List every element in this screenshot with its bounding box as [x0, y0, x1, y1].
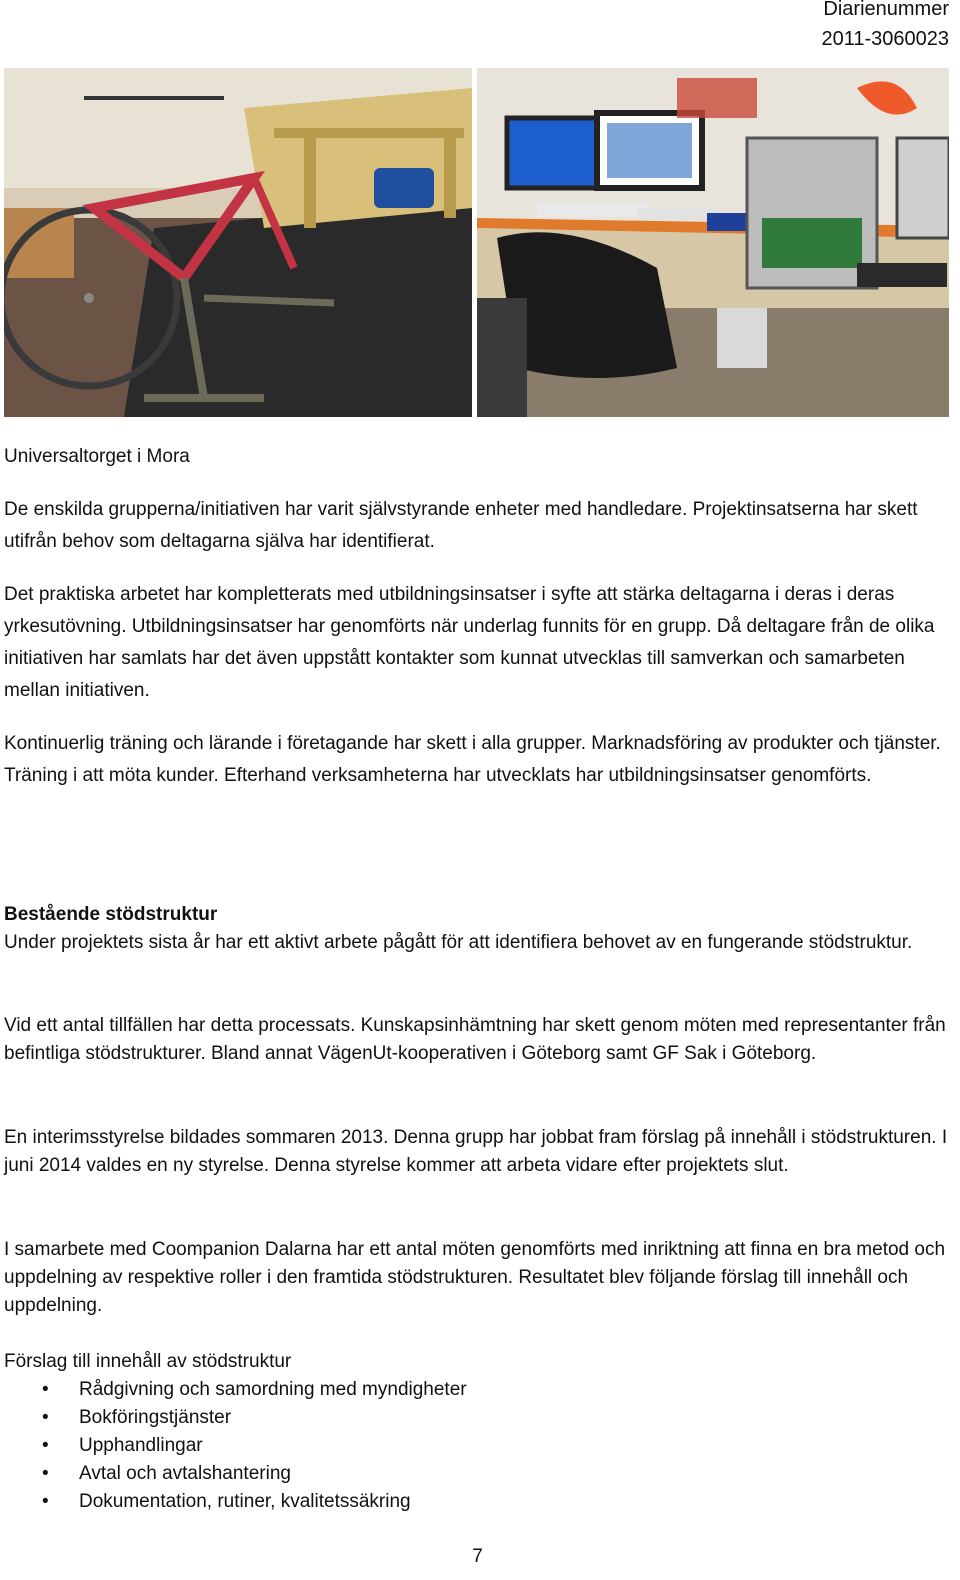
paragraph-education: Det praktiska arbetet har kompletterats med utbildningsinsatser i syfte att stärka deltagarna i deras i deras yrkesutövning. Utbildningsinsatser har genomförts när underlag funnits för en grupp. Då deltagare från de olika initiativen har samlats har det även uppstått kontakter som kunnat utvecklas till samverkan och samarbeten mellan initiativen.: [4, 584, 935, 701]
bullet-icon: •: [42, 1407, 49, 1428]
paragraph-knowledge-gathering: Vid ett antal tillfällen har detta processats. Kunskapsinhämtning har skett genom möten med representanter från befintliga stödstrukturer. Bland annat VägenUt-kooperativen i Göteborg samt GF Sak i Göteborg.: [4, 1015, 946, 1064]
bullet-icon: •: [42, 1463, 49, 1484]
bicycle-workshop-photo: [4, 68, 472, 417]
diarienummer-label: Diarienummer: [823, 0, 949, 20]
photo-row: [4, 68, 949, 417]
list-item: • Bokföringstjänster: [4, 1404, 904, 1432]
proposal-list: [4, 1376, 904, 1516]
list-item: • Avtal och avtalshantering: [4, 1460, 904, 1488]
paragraph-entrepreneurship: Kontinuerlig träning och lärande i företagande har skett i alla grupper. Marknadsföring av produkter och tjänster. Träning i att möta kunder. Efterhand verksamheterna har utvecklats har utbildningsinsatser genomförts.: [4, 733, 941, 786]
paragraph-self-governing: De enskilda grupperna/initiativen har varit självstyrande enheter med handledare. Projektinsatserna har skett utifrån behov som deltagarna själva har identifierat.: [4, 499, 918, 552]
list-item: • Rådgivning och samordning med myndigheter: [4, 1376, 904, 1404]
list-item: • Upphandlingar: [4, 1432, 904, 1460]
section-heading: Bestående stödstruktur: [4, 904, 218, 925]
bullet-icon: •: [42, 1379, 49, 1400]
page-number: 7: [472, 1546, 483, 1567]
bullet-icon: •: [42, 1435, 49, 1456]
paragraph-interim-board: En interimsstyrelse bildades sommaren 2013. Denna grupp har jobbat fram förslag på innehåll i stödstrukturen. I juni 2014 valdes en ny styrelse. Denna styrelse kommer att arbeta vidare efter projektets slut.: [4, 1127, 948, 1176]
paragraph-coompanion: I samarbete med Coompanion Dalarna har ett antal möten genomförts med inriktning att finna en bra metod och uppdelning av respektive roller i den framtida stödstrukturen. Resultatet blev följande förslag till innehåll och uppdelning.: [4, 1239, 946, 1316]
document-reference: [821, 0, 949, 54]
paragraph-identify-need: Under projektets sista år har ett aktivt arbete pågått för att identifiera behovet av en fungerande stödstruktur.: [4, 932, 913, 953]
diarienummer-value: 2011-3060023: [821, 28, 949, 50]
list-title: Förslag till innehåll av stödstruktur: [4, 1351, 292, 1372]
computer-workshop-photo: [477, 68, 949, 417]
list-item: • Dokumentation, rutiner, kvalitetssäkring: [4, 1488, 904, 1516]
support-structure-section: [4, 901, 949, 957]
photo-caption: Universaltorget i Mora: [4, 446, 190, 467]
bullet-icon: •: [42, 1491, 49, 1512]
